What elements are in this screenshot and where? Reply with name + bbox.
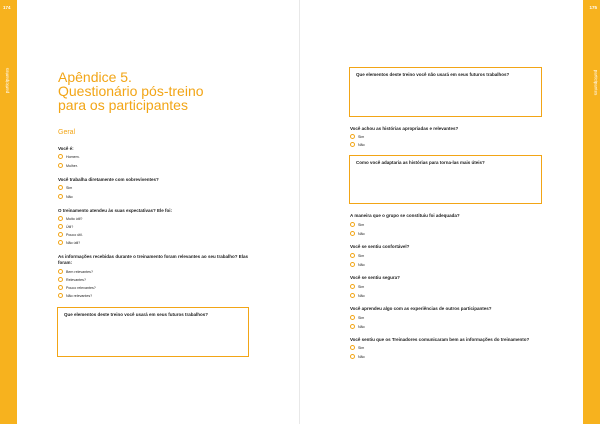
radio-circle-icon[interactable]: [350, 134, 355, 139]
question-works-with-survivors: Você trabalha diretamente com sobreviventes?: [58, 177, 159, 182]
question-histories: Você achou as histórias apropriadas e relevantes?: [350, 126, 459, 131]
option-label: Homem.: [66, 154, 80, 159]
radio-circle-icon[interactable]: [58, 154, 63, 159]
option-label: Útil?: [66, 224, 74, 229]
option-label: Não: [358, 231, 365, 236]
radio-circle-icon[interactable]: [58, 293, 63, 298]
page-number-right: 175: [589, 5, 597, 10]
answer-box-adapt-histories[interactable]: [349, 155, 542, 204]
option-label: Sim: [358, 345, 365, 350]
option-radio[interactable]: [350, 222, 364, 227]
option-label: Mulher.: [66, 163, 78, 168]
page-number-left: 174: [3, 5, 11, 10]
page-gutter: [299, 0, 300, 424]
option-label: Pouco relevantes?: [66, 285, 96, 290]
question-expectations: O treinamento atendeu às suas expectativas? Ele foi:: [58, 208, 173, 213]
question-safe: Você se sentiu segura?: [350, 275, 400, 280]
option-radio[interactable]: [58, 240, 80, 245]
question-trainers-communicated: Você sentiu que os Treinadores comunicaram bem as informações do treinamento?: [350, 337, 530, 342]
title-line: Apêndice 5.: [58, 69, 132, 85]
option-label: Sim: [358, 134, 365, 139]
radio-circle-icon[interactable]: [58, 285, 63, 290]
page-title: [58, 70, 204, 112]
left-margin-band: [0, 0, 17, 424]
option-radio[interactable]: [350, 231, 365, 236]
radio-circle-icon[interactable]: [350, 231, 355, 236]
question-comfortable: Você se sentiu confortável?: [350, 244, 410, 249]
radio-circle-icon[interactable]: [350, 253, 355, 258]
box-question: Que elementos deste treino você não usará em seus futuros trabalhos?: [356, 72, 510, 77]
radio-circle-icon[interactable]: [350, 324, 355, 329]
option-radio[interactable]: [350, 324, 365, 329]
option-label: Sim: [358, 222, 365, 227]
option-radio[interactable]: [350, 315, 364, 320]
option-label: Sim: [358, 315, 365, 320]
option-label: Não útil?: [66, 240, 81, 245]
option-radio[interactable]: [350, 345, 364, 350]
option-label: Não: [358, 324, 365, 329]
radio-circle-icon[interactable]: [350, 222, 355, 227]
side-label-right: participantes: [593, 69, 599, 96]
option-label: Não: [358, 354, 365, 359]
radio-circle-icon[interactable]: [350, 293, 355, 298]
option-radio[interactable]: [58, 232, 83, 237]
radio-circle-icon[interactable]: [58, 232, 63, 237]
option-radio[interactable]: [58, 285, 96, 290]
option-label: Não: [358, 142, 365, 147]
option-label: Não: [358, 293, 365, 298]
question-relevance: As informações recebidas durante o treinamento foram relevantes ao seu trabalho? Elas foram:: [58, 254, 248, 265]
radio-circle-icon[interactable]: [58, 216, 63, 221]
radio-circle-icon[interactable]: [58, 185, 63, 190]
option-label: Relevantes?: [66, 277, 86, 282]
radio-circle-icon[interactable]: [350, 284, 355, 289]
radio-circle-icon[interactable]: [58, 224, 63, 229]
question-group-adequate: A maneira que o grupo se constituiu foi adequada?: [350, 213, 460, 218]
radio-circle-icon[interactable]: [350, 315, 355, 320]
option-radio[interactable]: [58, 277, 86, 282]
radio-circle-icon[interactable]: [350, 354, 355, 359]
option-radio[interactable]: [350, 134, 364, 139]
question-gender: Você é:: [58, 146, 74, 151]
answer-box-will-not-use[interactable]: [349, 67, 542, 117]
answer-box-will-use[interactable]: [57, 307, 249, 357]
option-radio[interactable]: [58, 269, 93, 274]
option-radio[interactable]: [58, 185, 72, 190]
title-line: Questionário pós-treino: [58, 83, 204, 99]
radio-circle-icon[interactable]: [58, 277, 63, 282]
section-heading: Geral: [58, 129, 76, 136]
option-label: Pouco útil.: [66, 232, 83, 237]
radio-circle-icon[interactable]: [58, 194, 63, 199]
option-radio[interactable]: [58, 293, 92, 298]
option-radio[interactable]: [58, 224, 73, 229]
option-label: Sim: [358, 284, 365, 289]
radio-circle-icon[interactable]: [350, 262, 355, 267]
question-learned-from-others: Você aprendeu algo com as experiências de outros participantes?: [350, 306, 492, 311]
option-label: Bem relevantes?: [66, 269, 93, 274]
radio-circle-icon[interactable]: [58, 240, 63, 245]
side-label-left: participantes: [4, 67, 10, 94]
radio-circle-icon[interactable]: [58, 269, 63, 274]
option-radio[interactable]: [58, 194, 73, 199]
radio-circle-icon[interactable]: [350, 142, 355, 147]
box-question: Como você adaptaria as histórias para torna-las mais úteis?: [356, 160, 485, 165]
option-label: Não: [358, 262, 365, 267]
option-radio[interactable]: [350, 262, 365, 267]
option-label: Muito útil?: [66, 216, 83, 221]
title-line: para os participantes: [58, 97, 188, 113]
option-radio[interactable]: [58, 154, 80, 159]
option-label: Não: [66, 194, 73, 199]
right-margin-band: [583, 0, 600, 424]
option-radio[interactable]: [58, 163, 78, 168]
option-radio[interactable]: [350, 293, 365, 298]
option-label: Sim: [358, 253, 365, 258]
option-radio[interactable]: [350, 253, 364, 258]
option-label: Não relevantes?: [66, 293, 93, 298]
option-radio[interactable]: [350, 284, 364, 289]
radio-circle-icon[interactable]: [58, 163, 63, 168]
option-label: Sim: [66, 185, 73, 190]
option-radio[interactable]: [350, 142, 365, 147]
box-question: Que elementos deste treino você usará em seus futuros trabalhos?: [64, 312, 209, 317]
option-radio[interactable]: [58, 216, 82, 221]
option-radio[interactable]: [350, 354, 365, 359]
radio-circle-icon[interactable]: [350, 345, 355, 350]
